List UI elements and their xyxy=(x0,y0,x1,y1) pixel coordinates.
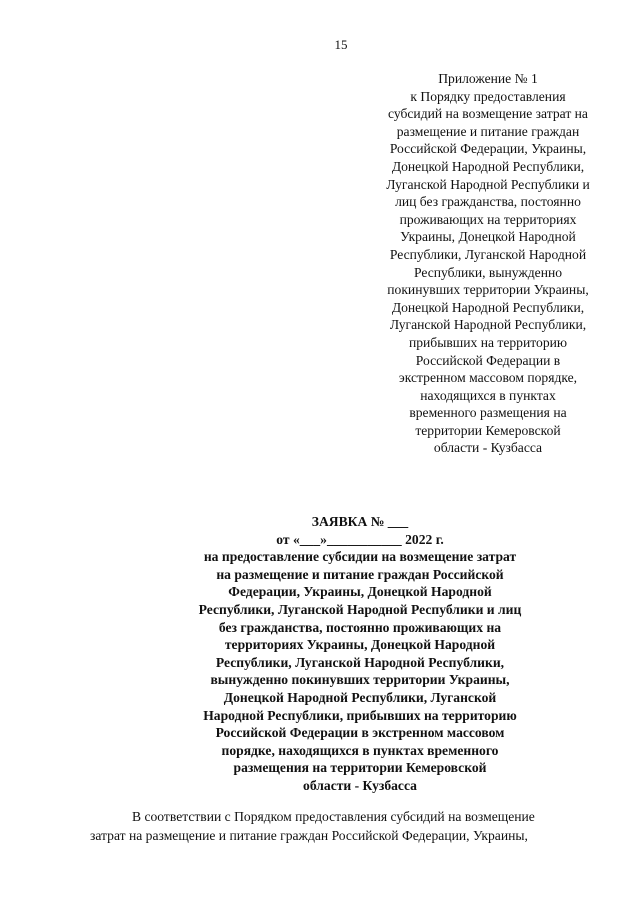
title-line: Республики, Луганской Народной Республики, xyxy=(215,654,505,670)
appendix-line: территории Кемеровской xyxy=(415,422,561,438)
body-paragraph xyxy=(90,808,596,845)
appendix-line: размещение и питание граждан xyxy=(396,123,580,139)
title-line: Федерации, Украины, Донецкой Народной xyxy=(228,584,492,600)
appendix-line: покинувших территории Украины, xyxy=(387,282,589,298)
appendix-line: находящихся в пунктах xyxy=(420,387,556,403)
appendix-line: Луганской Народной Республики, xyxy=(389,317,587,333)
appendix-line: временного размещения на xyxy=(409,405,567,421)
title-line: на предоставление субсидии на возмещение затрат xyxy=(203,549,517,565)
appendix-line: Донецкой Народной Республики, xyxy=(391,299,585,315)
title-line: размещения на территории Кемеровской xyxy=(233,760,487,776)
appendix-line: Российской Федерации, Украины, xyxy=(389,141,587,157)
appendix-line: Республики, Луганской Народной xyxy=(389,246,587,262)
appendix-line: Российской Федерации в xyxy=(415,352,561,368)
title-line: области - Кузбасса xyxy=(303,777,417,793)
appendix-line: проживающих на территориях xyxy=(399,211,577,227)
appendix-header xyxy=(368,70,608,457)
title-line: Народной Республики, прибывших на территорию xyxy=(203,707,517,723)
appendix-line: Луганской Народной Республики и xyxy=(386,176,590,192)
title-line: от «___»___________ 2022 г. xyxy=(276,531,444,547)
appendix-line: Донецкой Народной Республики, xyxy=(391,158,585,174)
body-line: В соответствии с Порядком предоставления субсидий на возмещение xyxy=(132,809,535,824)
appendix-line: лиц без гражданства, постоянно xyxy=(395,194,581,210)
title-line: без гражданства, постоянно проживающих на xyxy=(218,619,502,635)
title-line: ЗАЯВКА № ___ xyxy=(311,514,409,529)
appendix-line: экстренном массовом порядке, xyxy=(398,370,578,386)
title-line: Республики, Луганской Народной Республики и лиц xyxy=(198,601,522,617)
page-number: 15 xyxy=(334,37,348,52)
appendix-line: Приложение № 1 xyxy=(438,71,538,86)
appendix-line: Республики, вынужденно xyxy=(413,264,563,280)
title-line: вынужденно покинувших территории Украины, xyxy=(210,672,510,688)
title-line: территориях Украины, Донецкой Народной xyxy=(224,637,496,653)
body-line: затрат на размещение и питание граждан Российской Федерации, Украины, xyxy=(90,827,528,843)
application-title xyxy=(130,513,590,795)
title-line: на размещение и питание граждан Российской xyxy=(216,566,504,582)
appendix-line: к Порядку предоставления xyxy=(410,88,566,104)
title-line: Донецкой Народной Республики, Луганской xyxy=(223,689,497,705)
title-line: Российской Федерации в экстренном массовом xyxy=(215,725,505,741)
appendix-line: области - Кузбасса xyxy=(433,440,543,456)
title-line: порядке, находящихся в пунктах временного xyxy=(221,742,499,758)
appendix-line: Украины, Донецкой Народной xyxy=(400,229,576,245)
appendix-line: прибывших на территорию xyxy=(408,334,568,350)
appendix-line: субсидий на возмещение затрат на xyxy=(388,106,588,122)
